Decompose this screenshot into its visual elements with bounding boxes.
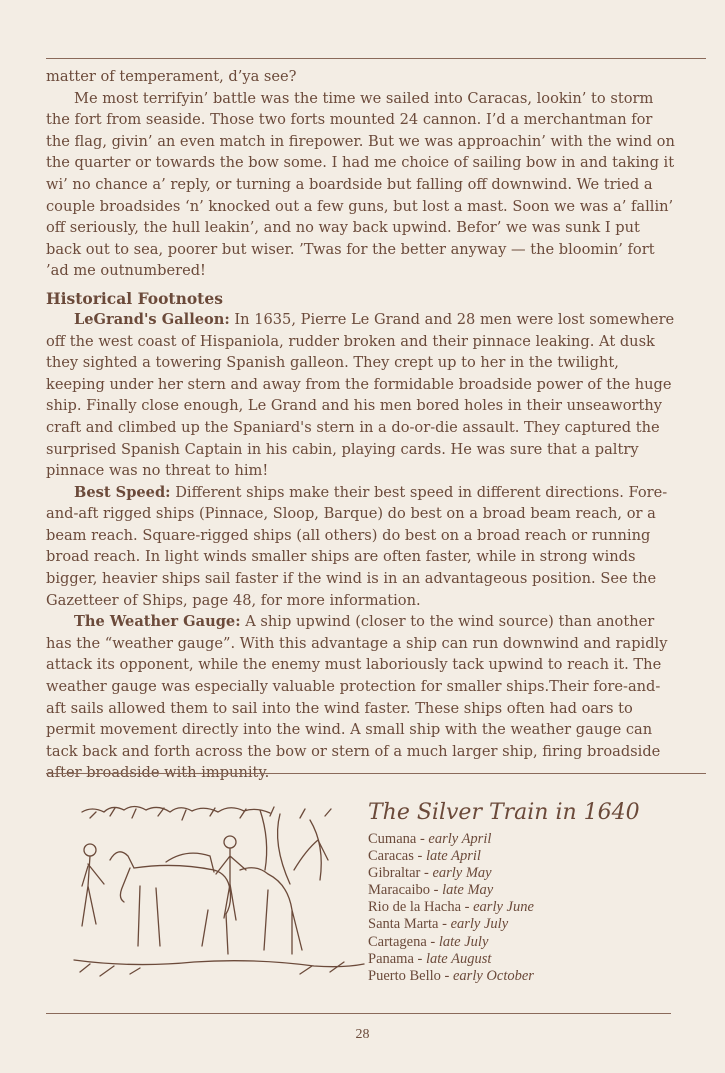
list-item: Cumana - early April (368, 831, 492, 847)
footnote-term: LeGrand's Galleon: (74, 310, 230, 328)
list-item: Cartagena - late July (368, 933, 489, 950)
middle-rule (46, 773, 706, 774)
silver-train-list (368, 831, 688, 985)
footnotes-heading: Historical Footnotes (46, 288, 223, 308)
top-rule (46, 58, 706, 59)
footnote-term: Best Speed: (74, 483, 171, 501)
silver-train-box (368, 800, 688, 985)
footnote-text: Different ships make their best speed in different directions. Fore-and-aft rigged ships (Pinnace, Sloop, Barque) do best on a broad beam reach, or a beam reach. Square-rigged ships (all others) do best on a broad reach or running broad reach. In light winds smaller ships are often faster, while in strong winds bigger, heavier ships sail faster if the wind is in an advantageous position. See the Gazetteer of Ships, page 48, for more information. (46, 483, 668, 609)
list-item: Caracas - late April (368, 848, 481, 865)
intro-paragraph-1: matter of temperament, d’ya see? (46, 68, 297, 85)
silver-train-title: The Silver Train in 1640 (368, 800, 640, 825)
list-item: Puerto Bello - early October (368, 967, 534, 984)
list-item: Panama - late August (368, 950, 492, 967)
mule-train-illustration (70, 790, 370, 990)
intro-paragraph-2: Me most terrifyin’ battle was the time we sailed into Caracas, lookin’ to storm the fort from seaside. Those two forts mounted 24 cannon. I’d a merchantman for the flag, givin’ an even match in firepower. But we was approachin’ with the wind on the quarter or towards the bow some. I had me choice of sailing bow in and taking it wi’ no chance a’ reply, or turning a boardside but falling off downwind. We tried a couple broadsides ‘n’ knocked out a few guns, but lost a mast. Soon we was a’ fallin’ off seriously, the hull leakin’, and no way back upwind. Befor’ we was sunk I put back out to sea, poorer but wiser. ’Twas for the better anyway — the bloomin’ fort ’ad me outnumbered! (46, 89, 675, 280)
page-number: 28 (355, 1027, 370, 1042)
footnote-term: The Weather Gauge: (74, 613, 241, 631)
footnote-text: A ship upwind (closer to the wind source) than another has the “weather gauge”. With this advantage a ship can run downwind and rapidly attack its opponent, while the enemy must laboriously tack upwind to reach it. The weather gauge was especially valuable protection for smaller ships.Their fore-and-aft sails allowed them to sail into the wind faster. These ships often had oars to permit movement directly into the wind. A small ship with the weather gauge can tack back and forth across the bow or stern of a much larger ship, firing broadside after broadside with impunity. (46, 613, 668, 782)
list-item: Santa Marta - early July (368, 916, 509, 933)
footnote-text: In 1635, Pierre Le Grand and 28 men were lost somewhere off the west coast of Hispaniola, rudder broken and their pinnace leaking. At dusk they sighted a towering Spanish galleon. They crept up to her in the twilight, keeping under her stern and away from the formidable broadside power of the huge ship. Finally close enough, Le Grand and his men bored holes in their unseaworthy craft and climbed up the Spaniard's stern in a do-or-die assault. They captured the surprised Spanish Captain in his cabin, playing cards. He was sure that a paltry pinnace was no threat to him! (46, 310, 675, 480)
footnote-best-speed (46, 482, 678, 612)
list-item: Gibraltar - early May (368, 865, 492, 882)
footnote-legrand (46, 309, 678, 482)
list-item: Maracaibo - late May (368, 882, 494, 899)
bottom-rule (46, 1013, 671, 1014)
footnote-weather-gauge (46, 611, 678, 784)
list-item: Rio de la Hacha - early June (368, 899, 534, 916)
main-text (46, 66, 678, 784)
